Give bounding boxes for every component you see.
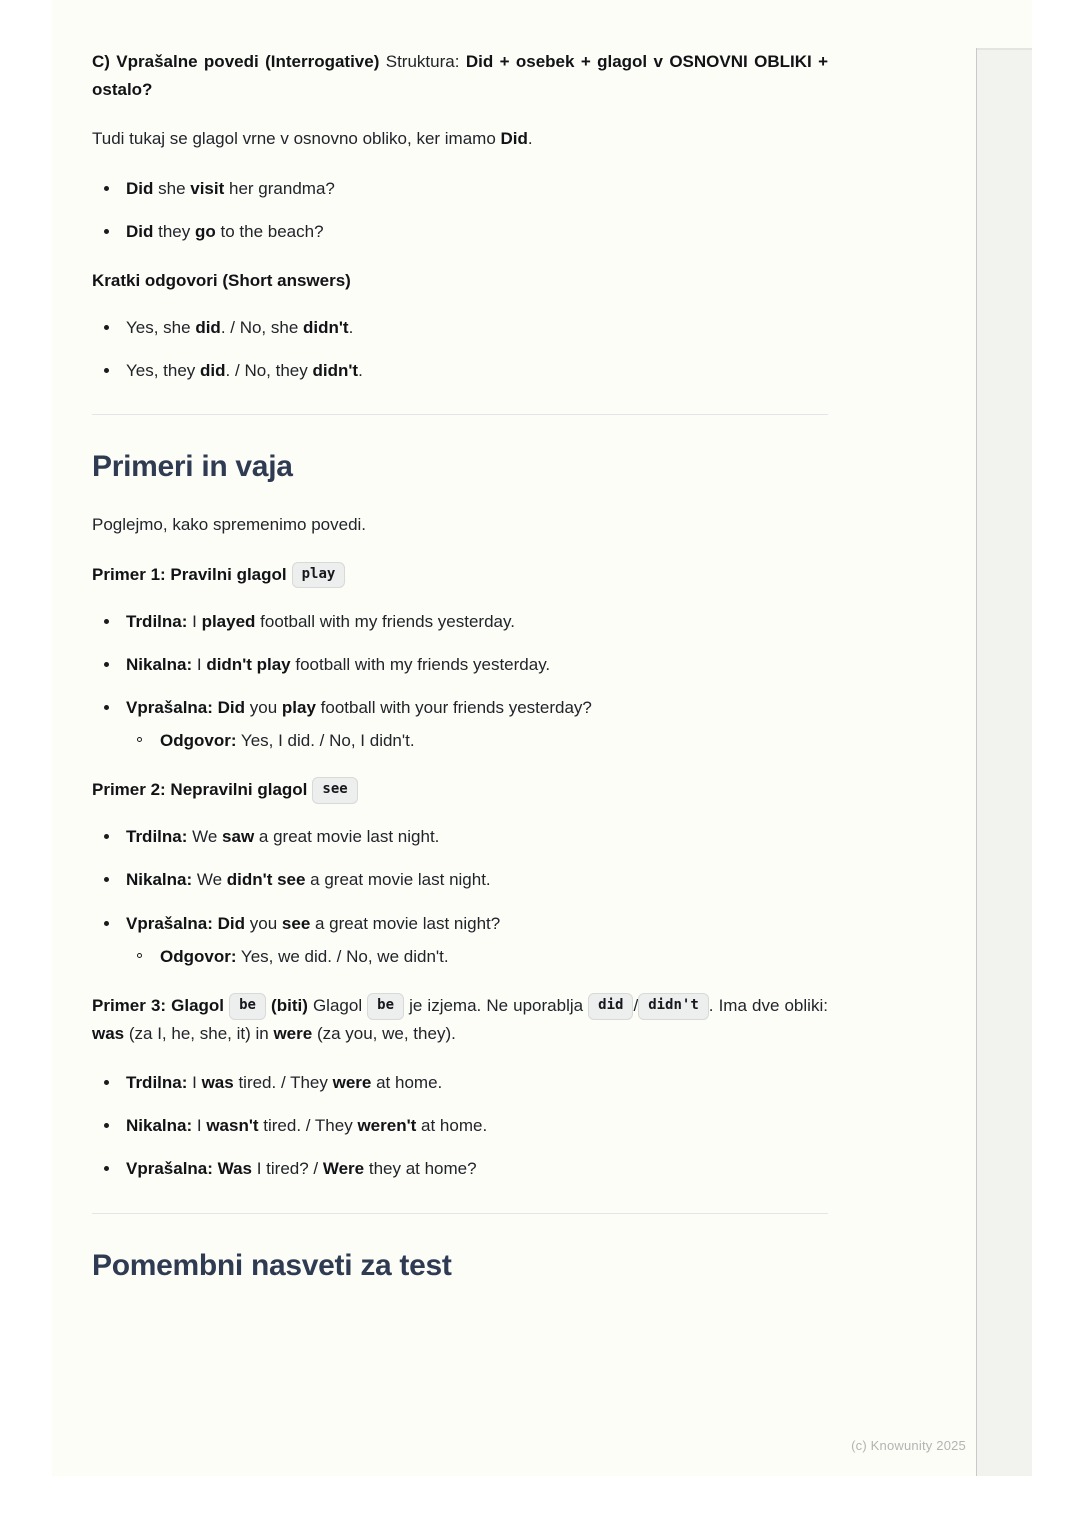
example-bold-1: Did xyxy=(126,221,154,241)
example-bold-1: Did xyxy=(126,178,154,198)
item-text-3: at home. xyxy=(371,1073,443,1093)
answer-bold-1: did xyxy=(200,361,226,381)
bullet-disc-icon xyxy=(104,705,109,710)
list-item xyxy=(92,651,828,678)
example-text-2: her grandma? xyxy=(224,178,335,198)
bullet-disc-icon xyxy=(104,1123,109,1128)
list-item xyxy=(92,866,828,893)
list-item xyxy=(92,1112,828,1139)
item-bold-1: Were xyxy=(322,1159,365,1179)
answer-bold-1: did xyxy=(195,317,221,337)
list-item xyxy=(126,943,828,970)
interrogative-structure-paragraph xyxy=(92,48,828,103)
code-chip-play: play xyxy=(292,562,346,589)
bullet-disc-icon xyxy=(104,1080,109,1085)
answer-text-2: . / No, she xyxy=(220,317,304,337)
primer1-heading xyxy=(92,561,828,590)
item-bold-1: played xyxy=(201,611,256,631)
item-text-1: I tired? / xyxy=(251,1159,323,1179)
primer3-bold-was: was xyxy=(92,1023,125,1043)
interrogative-note-after: . xyxy=(527,129,533,149)
answer-text-2: . / No, they xyxy=(225,361,313,381)
item-bold-1: was xyxy=(201,1073,234,1093)
bullet-disc-icon xyxy=(104,921,109,926)
item-label: Vprašalna: Was xyxy=(126,1159,252,1179)
list-item xyxy=(92,694,828,754)
item-text-1: you xyxy=(245,698,282,718)
short-answers-list xyxy=(92,314,828,384)
item-text-2: a great movie last night. xyxy=(305,870,491,890)
item-text-2: a great movie last night? xyxy=(310,913,501,933)
short-answers-heading: Kratki odgovori (Short answers) xyxy=(92,270,351,290)
item-text-1: you xyxy=(245,913,282,933)
interrogative-note-before: Tudi tukaj se glagol vrne v osnovno obliko, ker imamo xyxy=(92,129,501,149)
primer3-chip-separator: / xyxy=(633,996,639,1016)
interrogative-examples-list xyxy=(92,175,828,245)
item-text-1: I xyxy=(192,1116,207,1136)
item-label: Nikalna: xyxy=(126,1116,193,1136)
item-text-1: We xyxy=(187,827,223,847)
item-text-2: football with your friends yesterday? xyxy=(315,698,592,718)
copyright-watermark: (c) Knowunity 2025 xyxy=(851,1438,966,1453)
answer-text-1: Yes, she xyxy=(126,317,196,337)
bullet-disc-icon xyxy=(104,877,109,882)
item-label: Trdilna: xyxy=(126,827,188,847)
primer1-list xyxy=(92,608,828,755)
answer-label: Odgovor: xyxy=(160,946,237,966)
example-text-2: to the beach? xyxy=(215,221,324,241)
item-text-1: I xyxy=(192,654,207,674)
item-bold-1: saw xyxy=(222,827,255,847)
list-item xyxy=(92,1155,828,1182)
answer-label: Odgovor: xyxy=(160,731,237,751)
example-bold-2: go xyxy=(194,221,216,241)
page-title-tips: Pomembni nasveti za test xyxy=(92,1248,452,1282)
item-text-2: they at home? xyxy=(364,1159,477,1179)
bullet-disc-icon xyxy=(104,834,109,839)
answer-value: Yes, we did. / No, we didn't. xyxy=(236,946,449,966)
list-item xyxy=(92,1069,828,1096)
item-bold-1: see xyxy=(281,913,311,933)
item-bold-1: didn't see xyxy=(226,870,306,890)
list-item xyxy=(92,357,828,384)
item-bold-2: were xyxy=(332,1073,372,1093)
code-chip-be-1: be xyxy=(229,993,266,1020)
item-text-1: We xyxy=(192,870,227,890)
primer3-body-1: Glagol xyxy=(312,996,363,1016)
item-bold-1: wasn't xyxy=(206,1116,259,1136)
interrogative-label: C) Vprašalne povedi (Interrogative) xyxy=(92,52,380,71)
struktura-value: Did + osebek + glagol v OSNOVNI OBLIKI + ostalo? xyxy=(92,52,828,99)
answer-text-3: . xyxy=(348,317,354,337)
item-text-1: I xyxy=(187,1073,202,1093)
primer3-body-3: . Ima dve obliki: xyxy=(708,996,828,1016)
list-item xyxy=(126,727,828,754)
code-chip-didnt: didn't xyxy=(638,993,709,1020)
answer-text-3: . xyxy=(358,361,363,381)
scroll-gutter[interactable] xyxy=(976,48,1032,1476)
item-label: Trdilna: xyxy=(126,1073,188,1093)
primer2-answer-list xyxy=(126,943,828,970)
struktura-label: Struktura: xyxy=(385,52,460,71)
item-label: Trdilna: xyxy=(126,611,188,631)
list-item xyxy=(92,608,828,635)
document-content xyxy=(92,48,828,1310)
primer3-body-4: (za I, he, she, it) in xyxy=(128,1023,269,1043)
example-text-1: she xyxy=(153,178,191,198)
primer1-title: Primer 1: Pravilni glagol xyxy=(92,564,287,584)
list-item xyxy=(92,823,828,850)
item-text-3: at home. xyxy=(416,1116,488,1136)
bullet-disc-icon xyxy=(104,368,109,373)
bullet-circle-icon xyxy=(137,953,142,958)
primer2-heading xyxy=(92,776,828,805)
document-page xyxy=(52,0,1032,1476)
bullet-circle-icon xyxy=(137,737,142,742)
example-text-1: they xyxy=(153,221,195,241)
examples-intro: Poglejmo, kako spremenimo povedi. xyxy=(92,515,367,535)
item-text-2: tired. / They xyxy=(233,1073,333,1093)
primer3-list xyxy=(92,1069,828,1183)
bullet-disc-icon xyxy=(104,662,109,667)
section-divider xyxy=(92,1213,828,1214)
item-label: Nikalna: xyxy=(126,870,193,890)
primer3-paragraph xyxy=(92,992,828,1047)
code-chip-be-2: be xyxy=(367,993,404,1020)
item-label: Nikalna: xyxy=(126,654,193,674)
bullet-disc-icon xyxy=(104,325,109,330)
example-bold-2: visit xyxy=(190,178,225,198)
item-text-2: football with my friends yesterday. xyxy=(255,611,515,631)
section-divider xyxy=(92,414,828,415)
item-text-2: football with my friends yesterday. xyxy=(290,654,551,674)
primer2-list xyxy=(92,823,828,970)
item-text-2: a great movie last night. xyxy=(254,827,440,847)
item-label: Vprašalna: Did xyxy=(126,913,246,933)
list-item xyxy=(92,910,828,970)
answer-bold-2: didn't xyxy=(303,317,349,337)
item-bold-2: weren't xyxy=(357,1116,417,1136)
interrogative-note xyxy=(92,125,828,153)
page-title-examples: Primeri in vaja xyxy=(92,450,293,484)
bullet-disc-icon xyxy=(104,619,109,624)
list-item xyxy=(92,175,828,202)
list-item xyxy=(92,218,828,245)
primer3-bold-were: were xyxy=(273,1023,313,1043)
list-item xyxy=(92,314,828,341)
answer-value: Yes, I did. / No, I didn't. xyxy=(236,731,415,751)
scroll-gutter-top-edge xyxy=(977,48,1032,50)
bullet-disc-icon xyxy=(104,186,109,191)
interrogative-note-bold: Did xyxy=(500,129,528,149)
primer3-title-part1: Primer 3: Glagol xyxy=(92,996,225,1016)
answer-text-1: Yes, they xyxy=(126,361,201,381)
item-bold-1: didn't play xyxy=(206,654,291,674)
item-text-2: tired. / They xyxy=(258,1116,358,1136)
primer3-body-5: (za you, we, they). xyxy=(316,1023,456,1043)
item-bold-1: play xyxy=(281,698,316,718)
primer3-body-2: je izjema. Ne uporablja xyxy=(409,996,584,1016)
primer2-title: Primer 2: Nepravilni glagol xyxy=(92,780,308,800)
primer1-answer-list xyxy=(126,727,828,754)
primer3-title-part2: (biti) xyxy=(271,996,308,1016)
bullet-disc-icon xyxy=(104,1166,109,1171)
answer-bold-2: didn't xyxy=(312,361,359,381)
code-chip-see: see xyxy=(312,777,357,804)
bullet-disc-icon xyxy=(104,229,109,234)
item-text-1: I xyxy=(187,611,202,631)
item-label: Vprašalna: Did xyxy=(126,698,246,718)
code-chip-did: did xyxy=(588,993,633,1020)
